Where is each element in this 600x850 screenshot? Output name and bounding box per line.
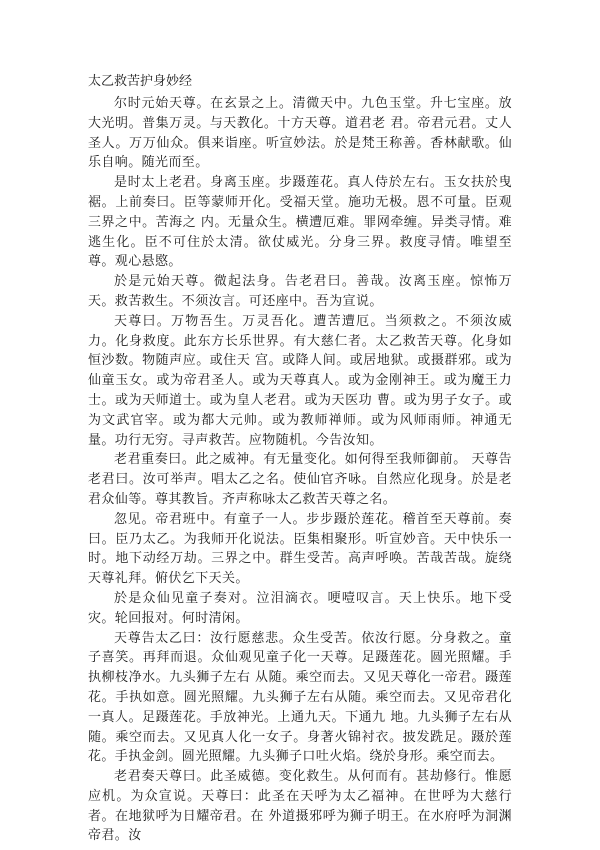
paragraph: 忽见。帝君班中。有童子一人。步步蹑於莲花。稽首至天尊前。奏曰。臣乃太乙。为我师开化说法。臣集相聚形。听宣妙音。天中快乐一时。地下动经万劫。三界之中。群生受苦。高声呼唤。苦哉苦哉。旋绕天尊礼拜。俯伏乞下天关。 bbox=[88, 511, 512, 587]
paragraph: 是时太上老君。身离玉座。步蹑莲花。真人侍於左右。玉女扶於曳裾。上前奏曰。臣等蒙师开化。受福天堂。施功无极。恩不可量。臣观三界之中。苦海之 内。无量众生。横遭厄难。罪网牵缠。异类寻情。难逃生化。臣不可住於太清。欲仗威光。分身三界。救度寻情。唯望至尊。观心悬愍。 bbox=[88, 175, 512, 270]
document-title: 太乙救苦护身妙经 bbox=[88, 74, 193, 89]
document-page bbox=[88, 72, 512, 846]
paragraph: 尔时元始天尊。在玄景之上。清微天中。九色玉堂。升七宝座。放大光明。普集万灵。与天教化。十方天尊。道君老 君。帝君元君。丈人圣人。万万仙众。俱来诣座。听宣妙法。於是梵王称善。香林献歌。仙乐自响。随光而至。 bbox=[88, 96, 512, 171]
paragraph: 天尊告太乙曰：汝行愿慈悲。众生受苦。依汝行愿。分身救之。童子喜笑。再拜而退。众仙观见童子化一天尊。足蹑莲花。圆光照耀。手执柳枝净水。九头狮子左右 从随。乘空而去。又见天尊化一帝君。蹑莲花。手执如意。圆光照耀。九头狮子左右从随。乘空而去。又见帝君化一真人。足蹑莲花。手放神光。上通九天。下通九 地。九头狮子左右从随。乘空而去。又见真人化一女子。身著火锦衬衣。披发跣足。蹑於莲花。手执金剑。圆光照耀。九头狮子口吐火焰。绕於身形。乘空而去。 bbox=[88, 630, 512, 765]
paragraph: 老君奏天尊曰。此圣威德。变化救生。从何而有。甚劫修行。惟愿应机。为众宣说。天尊曰：此圣在天呼为太乙福神。在世呼为大慈行者。在地狱呼为日耀帝君。在 外道摄邪呼为狮子明王。在水府呼为洞渊帝君。汝 bbox=[88, 769, 512, 844]
paragraph: 於是元始天尊。微起法身。告老君曰。善哉。汝离玉座。惊怖万天。救苦救生。不须汝言。可还座中。吾为宣说。 bbox=[88, 274, 512, 309]
paragraph: 老君重奏曰。此之威神。有无量变化。如何得至我师御前。 天尊告老君曰。汝可举声。唱太乙之名。使仙官齐咏。自然应化现身。於是老君众仙等。尊其教旨。齐声称咏太乙救苦天尊之名。 bbox=[88, 452, 512, 507]
paragraph: 天尊曰。万物吾生。万灵吾化。遭苦遭厄。当须救之。不须汝威力。化身救度。此东方长乐世界。有大慈仁者。太乙救苦天尊。化身如恒沙数。物随声应。或住天 宫。或降人间。或居地狱。或摄群邪。或为仙童玉女。或为帝君圣人。或为天尊真人。或为金刚神王。或为魔王力士。或为天师道士。或为皇人老君。或为天医功 曹。或为男子女子。或为文武官宰。或为都大元帅。或为教师禅师。或为风师雨师。神通无量。功行无穷。寻声救苦。应物随机。今告汝知。 bbox=[88, 313, 512, 448]
paragraph: 於是众仙见童子奏对。泣泪滴衣。哽噎叹言。天上快乐。地下受灾。轮回报对。何时清闲。 bbox=[88, 590, 512, 626]
